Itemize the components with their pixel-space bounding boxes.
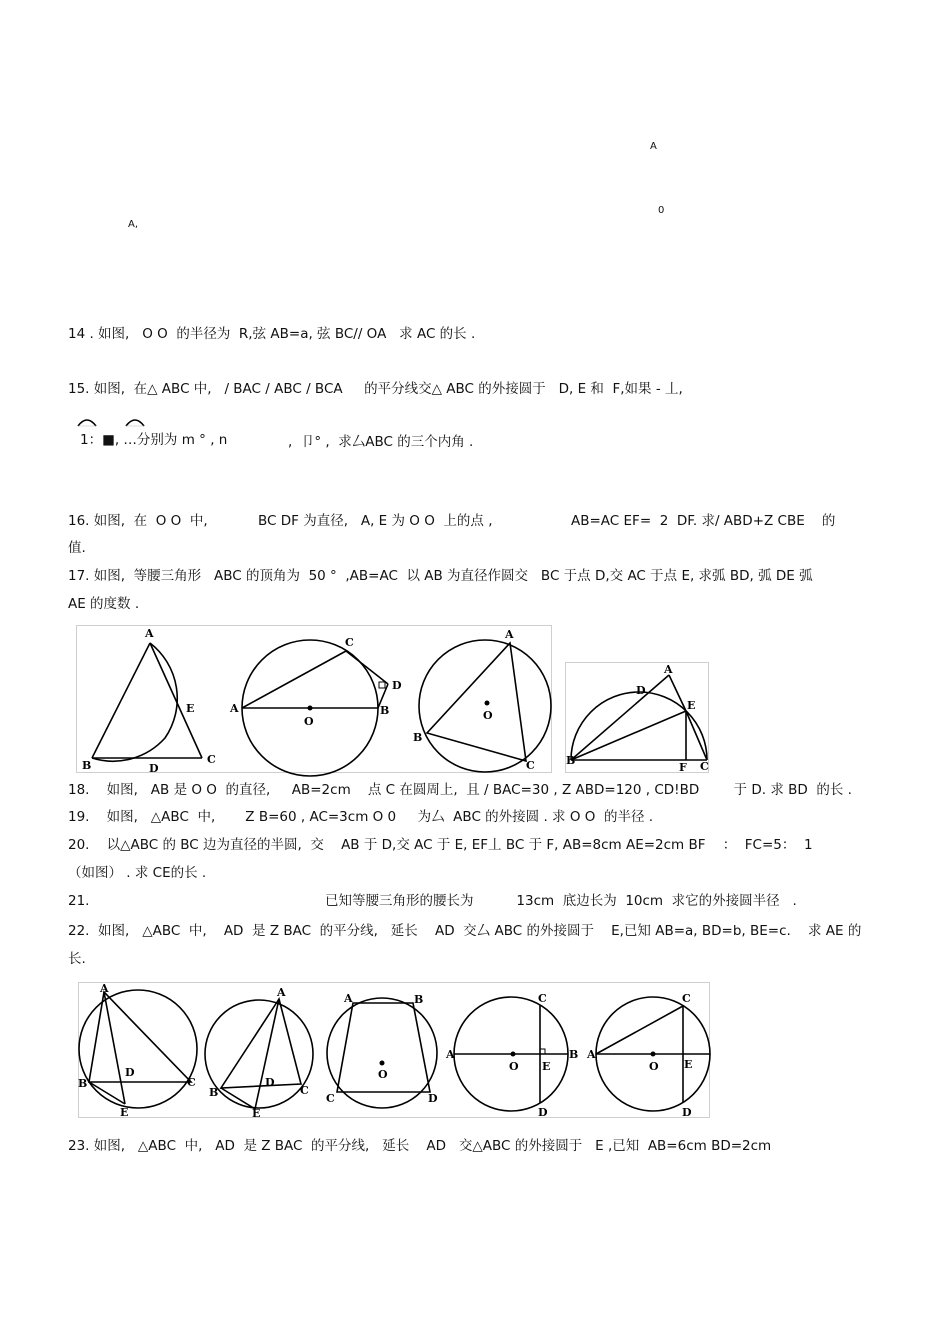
f1-label-c: C <box>207 753 216 766</box>
problem-16-line2: 值. <box>68 540 86 556</box>
g4-label-d: D <box>538 1106 548 1119</box>
figure-1-triangle-circle <box>82 627 216 775</box>
problem-21-text: 已知等腰三角形的腰长为 13cm 底边长为 10cm 求它的外接圆半径 . <box>325 893 797 909</box>
g2-label-d: D <box>265 1076 275 1089</box>
figure-4-frame <box>565 662 709 773</box>
stray-label-a-left: A, <box>128 219 139 230</box>
f1-label-b: B <box>82 759 92 772</box>
f4-label-e: E <box>687 699 696 712</box>
f2-label-d: D <box>392 679 402 692</box>
f3-label-b: B <box>413 731 423 744</box>
figure-g5-chord-ac <box>586 992 710 1119</box>
f2-label-o: O <box>304 715 314 728</box>
f4-label-d: D <box>636 684 646 697</box>
problem-17-line2: AE 的度数 . <box>68 596 140 612</box>
figure-g4-perpendicular-chord <box>445 992 578 1119</box>
g5-label-c: C <box>682 992 691 1005</box>
problem-23: 23. 如图, △ABC 中, AD 是 Z BAC 的平分线, 延长 AD 交△ABC 的外接圆于 E ,已知 AB=6cm BD=2cm <box>68 1138 772 1154</box>
f3-label-a: A <box>505 628 514 641</box>
f4-label-f: F <box>679 761 687 774</box>
f1-label-e: E <box>186 702 195 715</box>
f3-label-o: O <box>483 709 493 722</box>
figure-g2-circle-bisector <box>205 986 313 1120</box>
g1-label-b: B <box>78 1077 88 1090</box>
g5-label-a: A <box>587 1048 596 1061</box>
g5-label-o: O <box>649 1060 659 1073</box>
stray-label-zero: 0 <box>658 205 665 216</box>
g3-label-a: A <box>344 992 353 1005</box>
figure-row2-svg <box>78 982 709 1120</box>
problem-18: 18. 如图, AB 是 O O 的直径, AB=2cm 点 C 在圆周上, 且 / BAC=30 , Z ABD=120 , CD!BD 于 D. 求 BD 的长 . <box>68 782 852 798</box>
g1-label-d: D <box>125 1066 135 1079</box>
g3-label-b: B <box>414 993 424 1006</box>
figure-3-inscribed-triangle <box>413 628 551 772</box>
f3-label-c: C <box>526 759 535 772</box>
figure-g1-circle-bisector <box>78 982 197 1119</box>
problem-20-line2: （如图） . 求 CE的长 . <box>68 865 207 881</box>
f2-label-b: B <box>380 704 390 717</box>
problem-21-number: 21. <box>68 893 90 909</box>
problem-22-line1: 22. 如图, △ABC 中, AD 是 Z BAC 的平分线, 延长 AD 交厶 ABC 的外接圆于 E,已知 AB=a, BD=b, BE=c. 求 AE 的 <box>68 923 862 939</box>
figure-row1-svg <box>77 626 551 775</box>
g5-label-d: D <box>682 1106 692 1119</box>
g4-label-b: B <box>569 1048 579 1061</box>
figure-g3-inscribed-trapezoid <box>326 992 438 1108</box>
g3-label-o: O <box>378 1068 388 1081</box>
problem-19: 19. 如图, △ABC 中, Z B=60 , AC=3cm O 0 为厶 ABC 的外接圆 . 求 O O 的半径 . <box>68 809 654 825</box>
f4-label-a: A <box>664 663 673 676</box>
problem-15-line1: 15. 如图, 在△ ABC 中, / BAC / ABC / BCA 的平分线交△ ABC 的外接圆于 D, E 和 F,如果 - 丄, <box>68 381 683 397</box>
g5-label-e: E <box>684 1058 693 1071</box>
problem-20-line1: 20. 以△ABC 的 BC 边为直径的半圆, 交 AB 于 D,交 AC 于 E, EF丄 BC 于 F, AB=8cm AE=2cm BF ： FC=5： 1 <box>68 837 813 853</box>
problem-15-line2a: 1：■, …分别为 m ° , n <box>80 432 228 448</box>
figure-row1-group <box>76 625 552 773</box>
g2-label-a: A <box>277 986 286 999</box>
f1-label-d: D <box>149 762 159 775</box>
g1-label-e: E <box>120 1106 129 1119</box>
problem-16-line1a: 16. 如图, 在 O O 中, <box>68 513 208 529</box>
problem-16-line1b: BC DF 为直径, A, E 为 O O 上的点 , <box>258 513 493 529</box>
figure-row2-group <box>78 982 710 1118</box>
g1-label-a: A <box>100 982 109 995</box>
problem-22-line2: 长. <box>68 951 86 967</box>
f4-label-b: B <box>566 754 576 767</box>
figure-4-semicircle <box>566 663 708 772</box>
g3-label-c: C <box>326 1092 335 1105</box>
g3-label-d: D <box>428 1092 438 1105</box>
arc-notation-icons <box>74 412 154 428</box>
g2-label-c: C <box>300 1084 309 1097</box>
problem-14: 14 . 如图, O O 的半径为 R,弦 AB=a, 弦 BC// OA 求 AC 的长 . <box>68 326 476 342</box>
g2-label-b: B <box>209 1086 219 1099</box>
f4-label-c: C <box>700 760 709 773</box>
problem-16-line1c: AB=AC EF= 2 DF. 求/ ABD+Z CBE 的 <box>571 513 836 529</box>
stray-label-a: A <box>650 141 657 152</box>
problem-17-line1: 17. 如图, 等腰三角形 ABC 的顶角为 50 ° ,AB=AC 以 AB 为直径作圆交 BC 于点 D,交 AC 于点 E, 求弧 BD, 弧 DE 弧 <box>68 568 813 584</box>
g2-label-e: E <box>252 1107 261 1120</box>
g4-label-e: E <box>542 1060 551 1073</box>
g1-label-c: C <box>187 1076 196 1089</box>
g4-label-c: C <box>538 992 547 1005</box>
f2-label-a: A <box>230 702 239 715</box>
f2-label-c: C <box>345 636 354 649</box>
g4-label-a: A <box>446 1048 455 1061</box>
f1-label-a: A <box>145 627 154 640</box>
problem-15-line2b: , 卩° , 求厶ABC 的三个内角 . <box>288 434 474 450</box>
g4-label-o: O <box>509 1060 519 1073</box>
figure-2-circle-diameter <box>229 636 402 776</box>
